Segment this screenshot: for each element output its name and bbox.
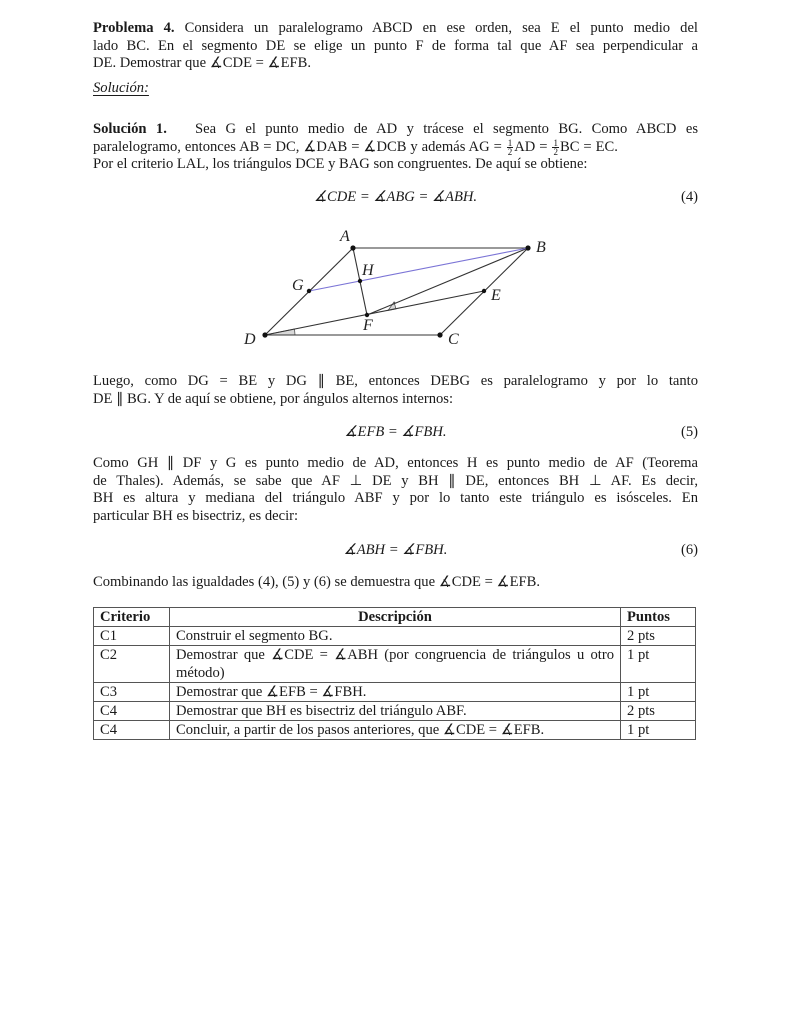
- point-B: [525, 245, 530, 250]
- problem-line-2: lado BC. En el segmento DE se elige un punto F de forma tal que AF sea perpendicular a: [93, 37, 698, 54]
- solution-1-label: Solución 1.: [93, 121, 167, 137]
- equation-4-body: ∡CDE = ∡ABG = ∡ABH.: [313, 189, 478, 205]
- label-A: A: [340, 228, 350, 245]
- cell-puntos: 1 pt: [621, 646, 696, 683]
- label-B: B: [536, 239, 546, 256]
- point-H: [358, 279, 362, 283]
- cell-descripcion: Demostrar que ∡EFB = ∡FBH.: [170, 683, 621, 702]
- equation-6-number: (6): [680, 542, 698, 558]
- cell-descripcion: Demostrar que ∡CDE = ∡ABH (por congruencia de triángulos u otro método): [170, 646, 621, 683]
- fraction-half: $\frac{1}{2}$: [507, 137, 513, 157]
- header-criterio: Criterio: [94, 608, 170, 627]
- solution-1-line-3: Por el criterio LAL, los triángulos DCE y BAG son congruentes. De aquí se obtiene:: [93, 156, 588, 172]
- equation-4-number: (4): [680, 189, 698, 205]
- paragraph-3-line-1: Como GH ∥ DF y G es punto medio de AD, entonces H es punto medio de AF (Teorema: [93, 455, 698, 471]
- label-H: H: [362, 262, 374, 279]
- point-G: [307, 289, 311, 293]
- label-C: C: [448, 331, 459, 348]
- equation-5-number: (5): [680, 424, 698, 440]
- paragraph-2-line-2: DE ∥ BG. Y de aquí se obtiene, por ángulos alternos internos:: [93, 390, 454, 407]
- cell-criterio: C1: [94, 627, 170, 646]
- cell-puntos: 1 pt: [621, 721, 696, 740]
- table-row: [94, 646, 696, 683]
- paragraph-3-line-2: de Thales). Además, se sabe que AF ⊥ DE y BH ∥ DE, entonces BH ⊥ AF. Es decir,: [93, 472, 698, 489]
- problem-line-3: DE. Demostrar que ∡CDE = ∡EFB.: [93, 55, 312, 71]
- label-F: F: [363, 317, 373, 334]
- problem-line-1: Problema 4. Considera un paralelogramo ABCD en ese orden, sea E el punto medio del: [93, 20, 698, 36]
- paragraph-3-line-3: BH es altura y mediana del triángulo ABF y por lo tanto este triángulo es isósceles. En: [93, 490, 698, 506]
- label-D: D: [244, 331, 256, 348]
- problem-label: Problema 4.: [93, 20, 175, 36]
- paragraph-2-line-1: Luego, como DG = BE y DG ∥ BE, entonces DEBG es paralelogramo y por lo tanto: [93, 373, 698, 389]
- table-header-row: [94, 608, 696, 627]
- solution-1-line-1: Solución 1. Sea G el punto medio de AD y trácese el segmento BG. Como ABCD es: [93, 121, 698, 137]
- point-E: [482, 289, 486, 293]
- fraction-half: $\frac{1}{2}$: [553, 137, 558, 157]
- solution-heading: Solución:: [93, 80, 149, 96]
- conclusion-text: Combinando las igualdades (4), (5) y (6) se demuestra que ∡CDE = ∡EFB.: [93, 574, 540, 590]
- table-row: [94, 627, 696, 646]
- paragraph-parallelogram: [93, 373, 698, 408]
- cell-criterio: C3: [94, 683, 170, 702]
- table-row: [94, 702, 696, 721]
- segment-FB: [367, 248, 528, 315]
- point-A: [350, 245, 355, 250]
- cell-descripcion: Construir el segmento BG.: [170, 627, 621, 646]
- paragraph-3-line-4: particular BH es bisectriz, es decir:: [93, 507, 299, 524]
- cell-descripcion: Demostrar que BH es bisectriz del triángulo ABF.: [170, 702, 621, 721]
- label-E: E: [491, 287, 501, 304]
- table-row: [94, 721, 696, 740]
- point-D: [262, 332, 267, 337]
- paragraph-thales: [93, 455, 698, 525]
- cell-criterio: C4: [94, 721, 170, 740]
- cell-puntos: 2 pts: [621, 627, 696, 646]
- cell-criterio: C2: [94, 646, 170, 683]
- cell-puntos: 2 pts: [621, 702, 696, 721]
- equation-5-body: ∡EFB = ∡FBH.: [344, 424, 447, 440]
- table-row: [94, 683, 696, 702]
- solution-1-line-2: paralelogramo, entonces AB = DC, ∡DAB = ∡DCB y además AG = $\frac{1}{2}$ AD = $\frac{1}{2}$ BC = EC.: [93, 137, 618, 157]
- header-descripcion: Descripción: [170, 608, 621, 627]
- rubric-table: [93, 607, 696, 740]
- header-puntos: Puntos: [621, 608, 696, 627]
- equation-6-body: ∡ABH = ∡FBH.: [343, 542, 448, 558]
- cell-criterio: C4: [94, 702, 170, 721]
- conclusion: [93, 574, 698, 592]
- label-G: G: [292, 277, 304, 294]
- segment-DE: [265, 291, 484, 335]
- cell-puntos: 1 pt: [621, 683, 696, 702]
- segment-GB: [309, 248, 528, 291]
- cell-descripcion: Concluir, a partir de los pasos anteriores, que ∡CDE = ∡EFB.: [170, 721, 621, 740]
- point-C: [437, 332, 442, 337]
